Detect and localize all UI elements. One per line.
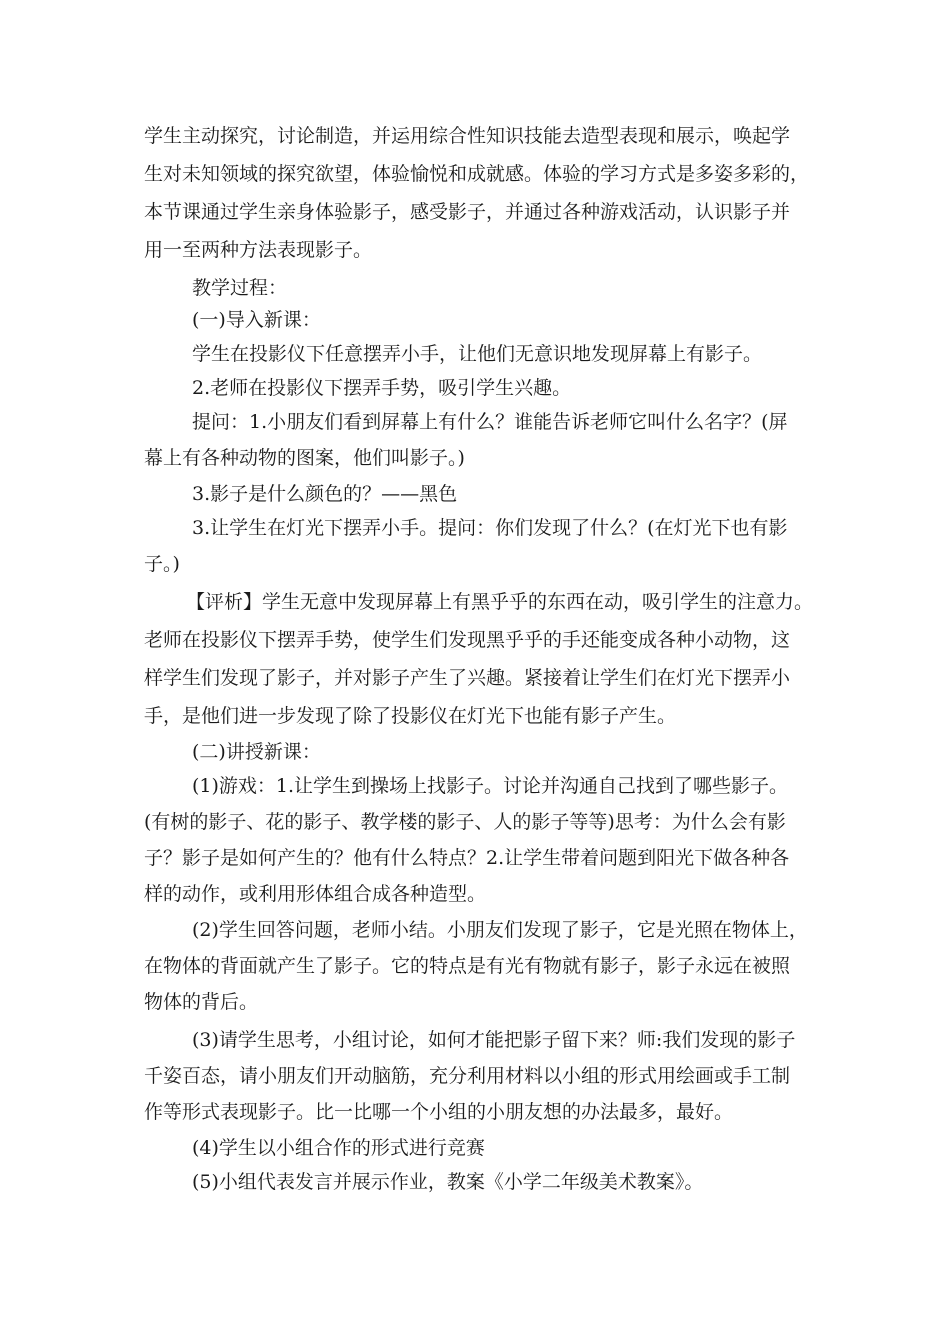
text-line: 老师在投影仪下摆弄手势，使学生们发现黑乎乎的手还能变成各种小动物，这 bbox=[144, 629, 791, 651]
text-line: 教学过程： bbox=[192, 277, 288, 299]
text-line: (3)请学生思考，小组讨论，如何才能把影子留下来？师:我们发现的影子 bbox=[192, 1029, 796, 1051]
text-line: 样学生们发现了影子，并对影子产生了兴趣。紧接着让学生们在灯光下摆弄小 bbox=[144, 667, 791, 689]
text-line: (1)游戏：1.让学生到操场上找影子。讨论并沟通自己找到了哪些影子。 bbox=[192, 775, 789, 797]
text-line: 样的动作，或利用形体组合成各种造型。 bbox=[144, 883, 487, 905]
text-line: 物体的背后。 bbox=[144, 991, 259, 1013]
text-line: (4)学生以小组合作的形式进行竞赛 bbox=[192, 1137, 485, 1159]
text-line: 学生主动探究，讨论制造，并运用综合性知识技能去造型表现和展示，唤起学 bbox=[144, 125, 791, 147]
text-line: 子。) bbox=[144, 553, 180, 575]
text-line: (有树的影子、花的影子、教学楼的影子、人的影子等等)思考：为什么会有影 bbox=[144, 811, 786, 833]
text-line: 学生在投影仪下任意摆弄小手，让他们无意识地发现屏幕上有影子。 bbox=[192, 343, 763, 365]
text-line: 用一至两种方法表现影子。 bbox=[144, 239, 373, 261]
text-line: 幕上有各种动物的图案，他们叫影子。) bbox=[144, 447, 465, 469]
section-heading: (一)导入新课： bbox=[192, 309, 321, 331]
text-line: 子？影子是如何产生的？他有什么特点？2.让学生带着问题到阳光下做各种各 bbox=[144, 847, 790, 869]
section-heading: (二)讲授新课： bbox=[192, 741, 321, 763]
text-line: 生对未知领域的探究欲望，体验愉悦和成就感。体验的学习方式是多姿多彩的， bbox=[144, 163, 810, 185]
text-line: 手，是他们进一步发现了除了投影仪在灯光下也能有影子产生。 bbox=[144, 705, 677, 727]
text-line: 本节课通过学生亲身体验影子，感受影子，并通过各种游戏活动，认识影子并 bbox=[144, 201, 791, 223]
text-line: 千姿百态，请小朋友们开动脑筋，充分利用材料以小组的形式用绘画或手工制 bbox=[144, 1065, 791, 1087]
text-line: 2.老师在投影仪下摆弄手势，吸引学生兴趣。 bbox=[192, 377, 572, 399]
text-line: 【评析】学生无意中发现屏幕上有黑乎乎的东西在动，吸引学生的注意力。 bbox=[186, 591, 814, 613]
text-line: 提问：1.小朋友们看到屏幕上有什么？谁能告诉老师它叫什么名字？(屏 bbox=[192, 411, 788, 433]
text-line: 在物体的背面就产生了影子。它的特点是有光有物就有影子，影子永远在被照 bbox=[144, 955, 791, 977]
text-line: 作等形式表现影子。比一比哪一个小组的小朋友想的办法最多，最好。 bbox=[144, 1101, 734, 1123]
text-line: (5)小组代表发言并展示作业，教案《小学二年级美术教案》。 bbox=[192, 1171, 704, 1193]
text-line: (2)学生回答问题，老师小结。小朋友们发现了影子，它是光照在物体上， bbox=[192, 919, 808, 941]
text-line: 3.影子是什么颜色的？——黑色 bbox=[192, 483, 458, 505]
text-line: 3.让学生在灯光下摆弄小手。提问：你们发现了什么？(在灯光下也有影 bbox=[192, 517, 788, 539]
